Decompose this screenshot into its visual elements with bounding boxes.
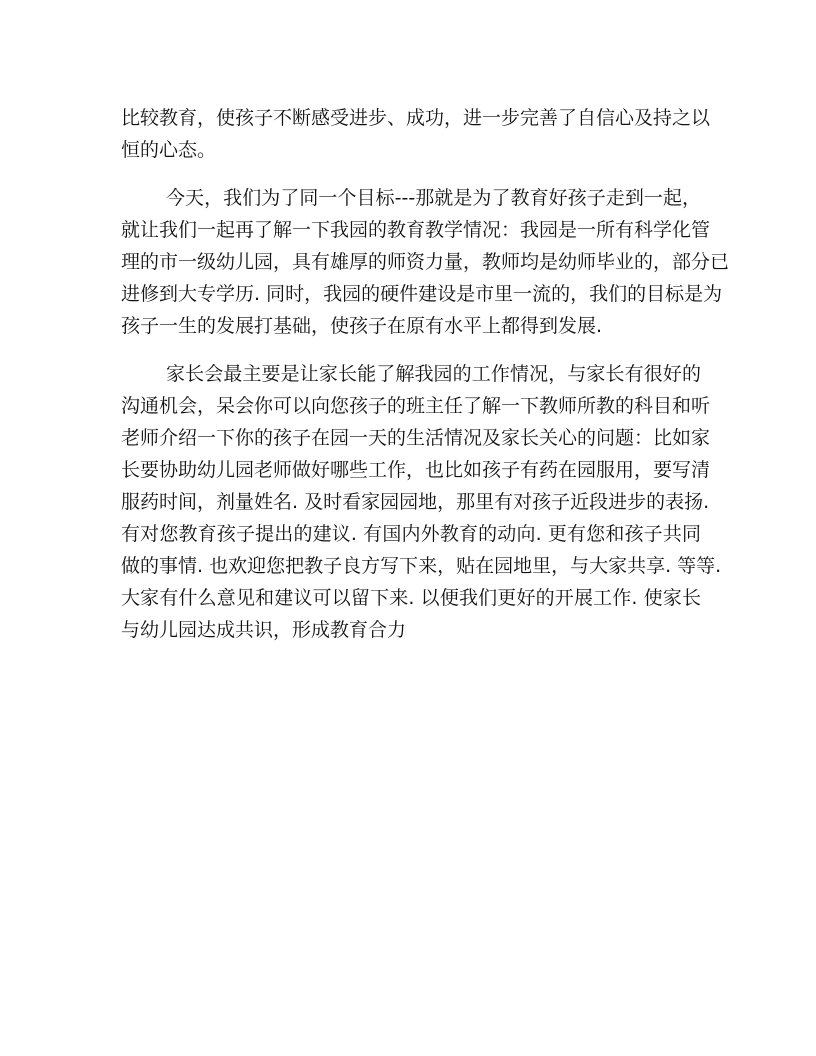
text-line: 恒的心态。: [121, 139, 217, 161]
text-line: 大家有什么意见和建议可以留下来. 以便我们更好的开展工作. 使家长: [121, 587, 701, 609]
text-line: 进修到大专学历. 同时，我园的硬件建设是市里一流的，我们的目标是为: [121, 283, 723, 305]
text-line: 服药时间，剂量姓名. 及时看家园园地，那里有对孩子近段进步的表扬.: [121, 491, 710, 513]
text-line: 老师介绍一下你的孩子在园一天的生活情况及家长关心的问题：比如家: [121, 427, 711, 449]
text-line: 有对您教育孩子提出的建议. 有国内外教育的动向. 更有您和孩子共同: [121, 523, 701, 545]
text-line: 理的市一级幼儿园，具有雄厚的师资力量，教师均是幼师毕业的，部分已: [121, 251, 730, 273]
text-line: 孩子一生的发展打基础，使孩子在原有水平上都得到发展.: [121, 315, 603, 337]
text-line: 比较教育，使孩子不断感受进步、成功，进一步完善了自信心及持之以: [121, 107, 711, 129]
text-line: 做的事情. 也欢迎您把教子良方写下来，贴在园地里，与大家共享. 等等.: [121, 555, 722, 577]
paragraph-2: [121, 182, 730, 342]
paragraph-3: [121, 358, 722, 646]
text-line: 沟通机会，呆会你可以向您孩子的班主任了解一下教师所教的科目和听: [121, 395, 711, 417]
paragraph-1: [121, 102, 711, 166]
text-line: 就让我们一起再了解一下我园的教育教学情况：我园是一所有科学化管: [121, 219, 711, 241]
body-text: [121, 102, 730, 646]
text-line: 与幼儿园达成共识，形成教育合力: [121, 619, 407, 641]
text-line: 今天，我们为了同一个目标---那就是为了教育好孩子走到一起，: [166, 187, 701, 209]
text-line: 家长会最主要是让家长能了解我园的工作情况，与家长有很好的: [166, 363, 701, 385]
text-line: 长要协助幼儿园老师做好哪些工作，也比如孩子有药在园服用，要写清: [121, 459, 711, 481]
